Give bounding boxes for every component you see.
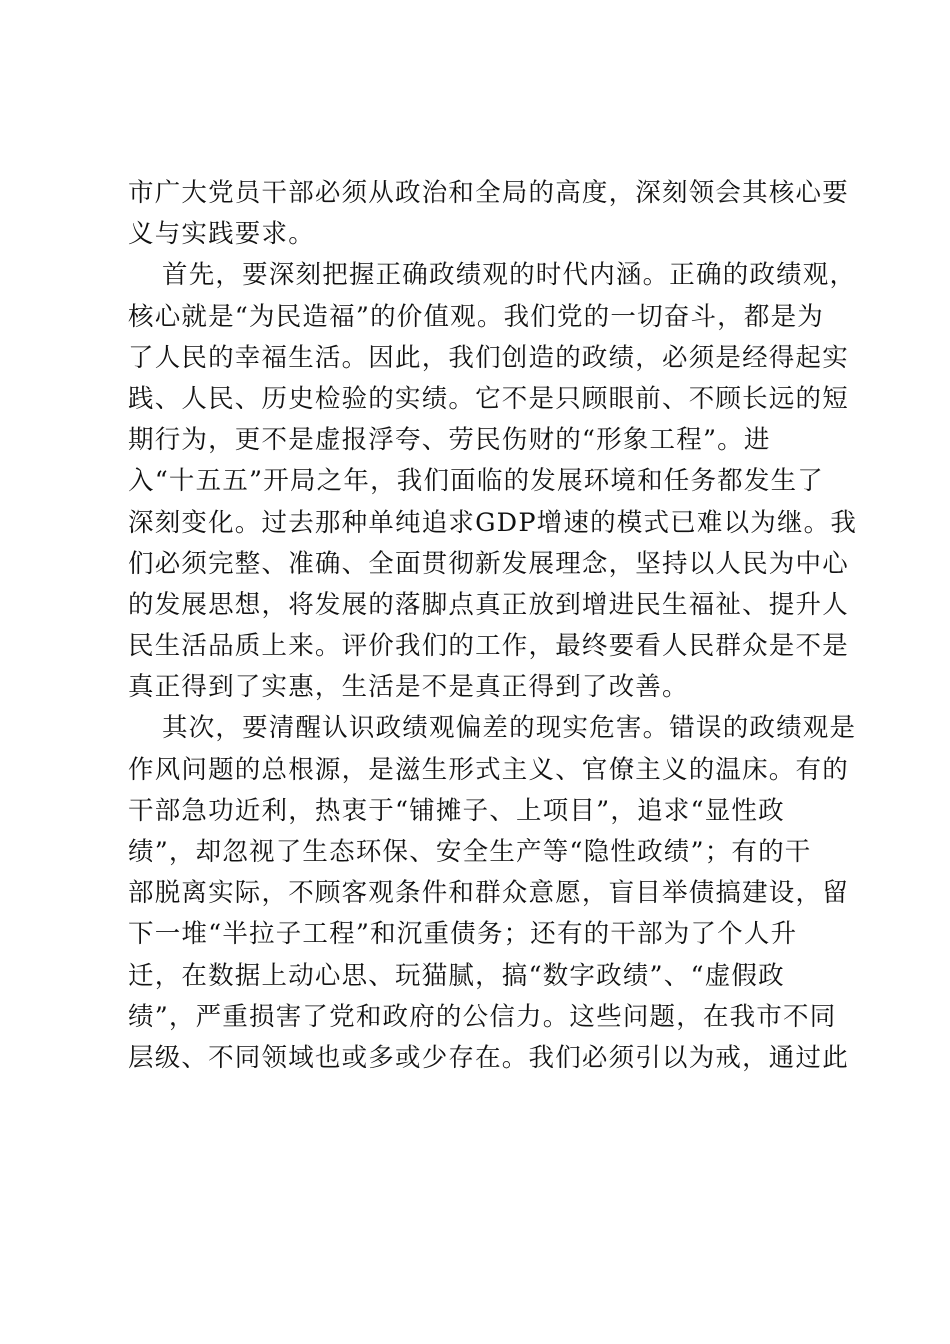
text-line: 干部急功近利，热衷于“铺摊子、上项目”，追求“显性政 [128, 795, 785, 826]
paragraph-first-line: 其次，要清醒认识政绩观偏差的现实危害。错误的政绩观是 [162, 713, 857, 744]
text-line: 民生活品质上来。评价我们的工作，最终要看人民群众是不是 [128, 631, 849, 662]
text-line: 深刻变化。过去那种单纯追求GDP增速的模式已难以为继。我 [128, 507, 858, 538]
text-line: 绩”，却忽视了生态环保、安全生产等“隐性政绩”；有的干 [128, 837, 812, 867]
text-line: 市广大党员干部必须从政治和全局的高度，深刻领会其核心要 [128, 178, 849, 208]
text-line: 真正得到了实惠，生活是不是真正得到了改善。 [128, 672, 689, 703]
text-line: 入“十五五”开局之年，我们面临的发展环境和任务都发生了 [128, 466, 824, 497]
text-line: 们必须完整、准确、全面贯彻新发展理念，坚持以人民为中心 [128, 548, 849, 579]
text-line: 的发展思想，将发展的落脚点真正放到增进民生福祉、提升人 [128, 589, 849, 620]
text-line: 部脱离实际，不顾客观条件和群众意愿，盲目举债搞建设，留 [128, 878, 849, 909]
text-line: 迁，在数据上动心思、玩猫腻，搞“数字政绩”、“虚假政 [128, 960, 785, 991]
body-text [128, 173, 858, 1079]
text-line: 作风问题的总根源，是滋生形式主义、官僚主义的温床。有的 [128, 754, 849, 785]
text-line: 核心就是“为民造福”的价值观。我们党的一切奋斗，都是为 [128, 301, 824, 332]
text-line: 了人民的幸福生活。因此，我们创造的政绩，必须是经得起实 [128, 342, 849, 373]
text-line: 绩”，严重损害了党和政府的公信力。这些问题，在我市不同 [128, 1001, 837, 1032]
text-line: 义与实践要求。 [128, 219, 315, 250]
text-line: 层级、不同领域也或多或少存在。我们必须引以为戒，通过此 [128, 1042, 849, 1073]
text-line: 期行为，更不是虚报浮夸、劳民伤财的“形象工程”。进 [128, 425, 771, 456]
text-line: 践、人民、历史检验的实绩。它不是只顾眼前、不顾长远的短 [128, 383, 849, 414]
text-line: 下一堆“半拉子工程”和沉重债务；还有的干部为了个人升 [128, 919, 798, 950]
paragraph-first-line: 首先，要深刻把握正确政绩观的时代内涵。正确的政绩观， [162, 260, 857, 291]
